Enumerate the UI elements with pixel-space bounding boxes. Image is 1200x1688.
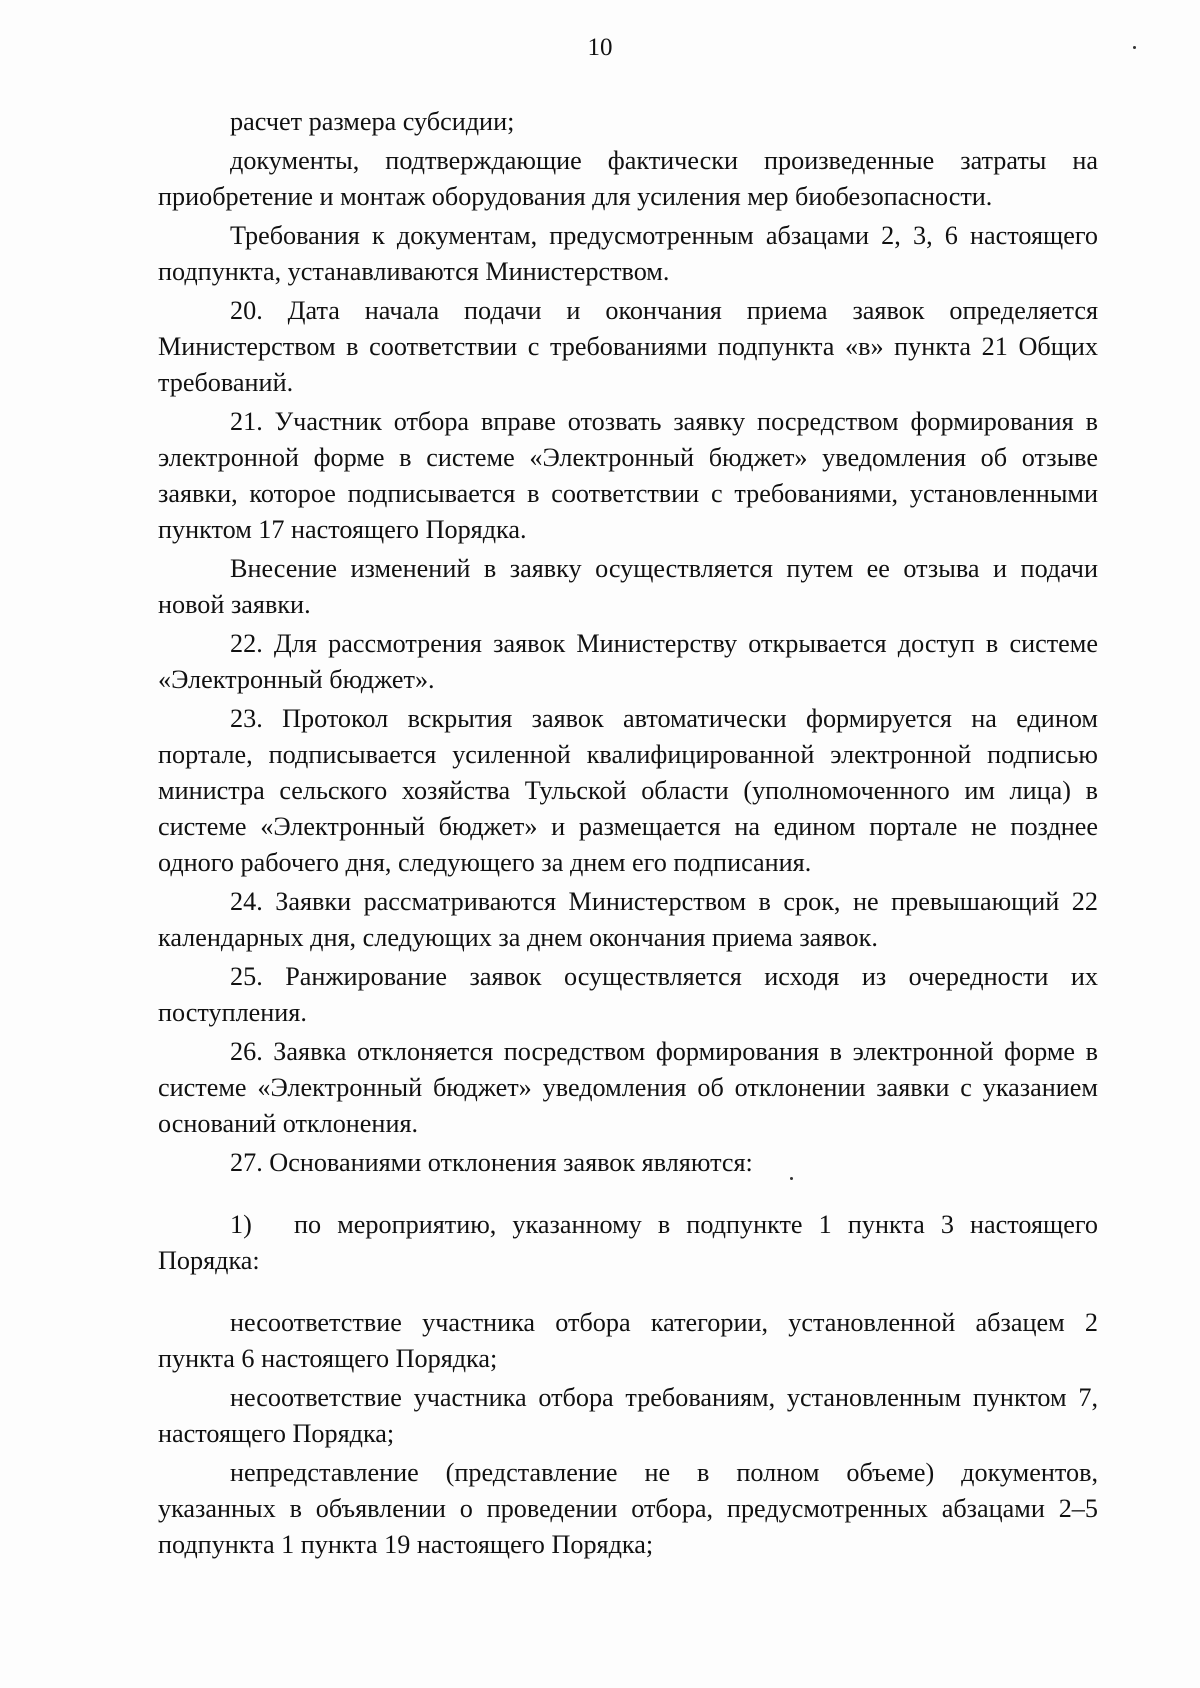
paragraph: расчет размера субсидии; xyxy=(230,107,515,136)
paragraph: 23. Протокол вскрытия заявок автоматически формируется на едином портале, подписывается усиленной квалифицированной электронной подписью министра сельского хозяйства Тульской области (уполномоченного им лица) в системе «Электронный бюджет» и размещается на едином портале не позднее одного рабочего дня, следующего за днем его подписания. xyxy=(158,704,1098,877)
paragraph: 20. Дата начала подачи и окончания приема заявок определяется Министерством в соответствии с требованиями подпункта «в» пункта 21 Общих требований. xyxy=(158,296,1098,397)
paragraph: несоответствие участника отбора категории, установленной абзацем 2 пункта 6 настоящего Порядка; xyxy=(158,1308,1098,1374)
paragraph: 27. Основаниями отклонения заявок являются: xyxy=(230,1148,753,1177)
list-item-text: по мероприятию, указанному в подпункте 1 пункта 3 настоящего Порядка: xyxy=(158,1210,1098,1276)
list-item xyxy=(158,1207,1098,1279)
paragraph: Требования к документам, предусмотренным абзацами 2, 3, 6 настоящего подпункта, устанавливаются Министерством. xyxy=(158,221,1098,286)
paragraph: несоответствие участника отбора требованиям, установленным пунктом 7, настоящего Порядка; xyxy=(158,1383,1098,1449)
paragraph: 26. Заявка отклоняется посредством формирования в электронной форме в системе «Электронный бюджет» уведомления об отклонении заявки с указанием оснований отклонения. xyxy=(158,1037,1098,1138)
paragraph: непредставление (представление не в полном объеме) документов, указанных в объявлении о проведении отбора, предусмотренных абзацами 2–5 подпункта 1 пункта 19 настоящего Порядка; xyxy=(158,1458,1098,1560)
scan-speck xyxy=(1133,46,1136,49)
list-item-number: 1) xyxy=(230,1210,252,1240)
page-number: 10 xyxy=(587,34,613,61)
paragraph: 24. Заявки рассматриваются Министерством в срок, не превышающий 22 календарных дня, следующих за днем окончания приема заявок. xyxy=(158,887,1098,952)
paragraph: Внесение изменений в заявку осуществляется путем ее отзыва и подачи новой заявки. xyxy=(158,554,1098,619)
paragraph: 21. Участник отбора вправе отозвать заявку посредством формирования в электронной форме в системе «Электронный бюджет» уведомления об отзыве заявки, которое подписывается в соответствии с требованиями, установленными пунктом 17 настоящего Порядка. xyxy=(158,407,1098,544)
paragraph: 22. Для рассмотрения заявок Министерству открывается доступ в системе «Электронный бюджет». xyxy=(158,629,1098,694)
paragraph: документы, подтверждающие фактически произведенные затраты на приобретение и монтаж оборудования для усиления мер биобезопасности. xyxy=(158,146,1098,211)
document-body xyxy=(158,104,1098,1563)
paragraph: 25. Ранжирование заявок осуществляется исходя из очередности их поступления. xyxy=(158,962,1098,1027)
